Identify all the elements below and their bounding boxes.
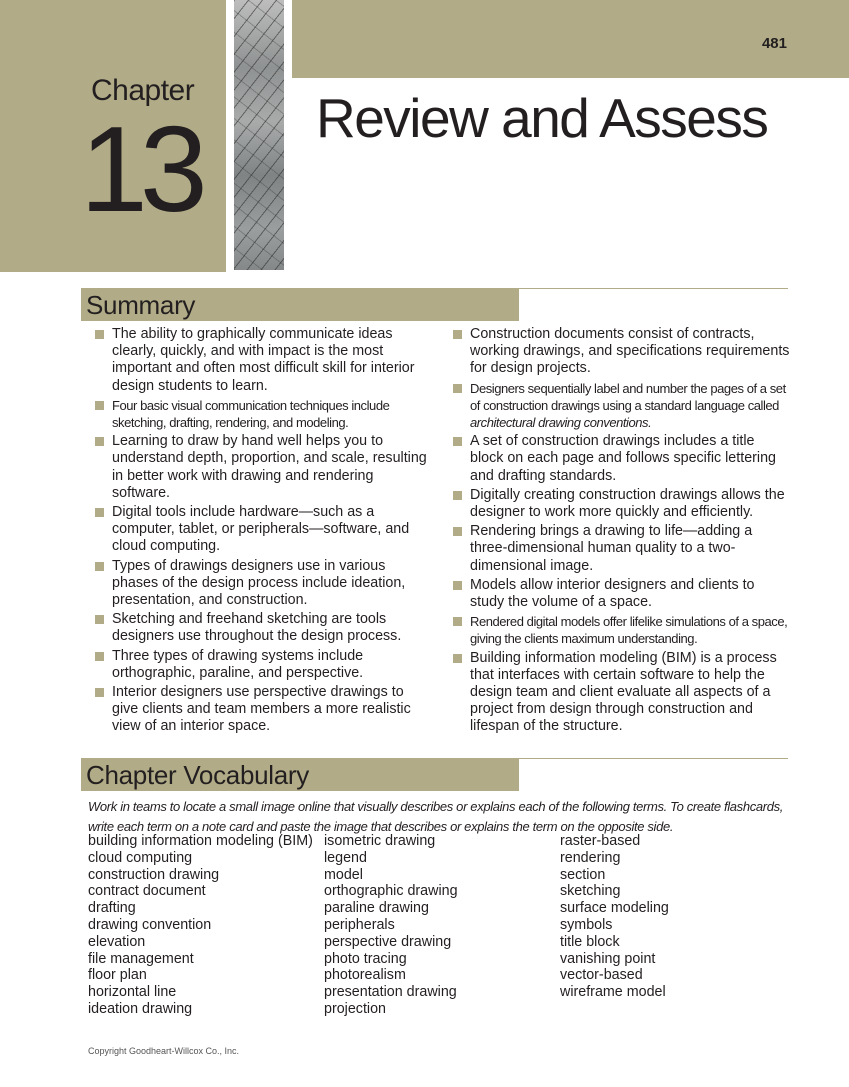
vocabulary-term: peripherals <box>324 916 395 933</box>
summary-heading: Summary <box>86 290 196 320</box>
vocabulary-column-2 <box>324 833 458 1018</box>
vocabulary-column-1 <box>88 833 313 1018</box>
summary-left-list <box>88 326 431 738</box>
chapter-label: Chapter <box>91 74 195 107</box>
vocabulary-term: drafting <box>88 900 136 917</box>
summary-item: Learning to draw by hand well helps you to understand depth, proportion, and scale, resulting in better work with drawing and rendering software. <box>88 433 431 502</box>
vocabulary-rule <box>519 758 788 759</box>
vocabulary-term: rendering <box>560 849 621 866</box>
summary-item-text: Designers sequentially label and number the pages of a set of construction drawings using a standard language called <box>470 380 786 413</box>
vocabulary-term: vector-based <box>560 967 643 984</box>
vocabulary-instructions: Work in teams to locate a small image online that visually describes or explains each of the following terms. To create flashcards, write each term on a note card and paste the image that describes or explains the term on the opposite side. <box>88 799 784 834</box>
summary-item: A set of construction drawings includes a title block on each page and follows specific lettering and drafting standards. <box>446 433 791 485</box>
summary-item: Sketching and freehand sketching are tools designers use throughout the design process. <box>88 611 431 645</box>
vocabulary-term: floor plan <box>88 967 147 984</box>
vocabulary-term: title block <box>560 933 620 950</box>
vocabulary-term: elevation <box>88 933 146 950</box>
vocabulary-term: sketching <box>560 883 621 900</box>
summary-item: Four basic visual communication techniques include sketching, drafting, rendering, and modeling. <box>88 397 431 431</box>
vocabulary-term: projection <box>324 1000 386 1017</box>
vocabulary-term: construction drawing <box>88 866 220 883</box>
vocabulary-term: orthographic drawing <box>324 883 458 900</box>
vocabulary-term: wireframe model <box>560 984 666 1001</box>
summary-item: Digital tools include hardware—such as a computer, tablet, or peripherals—software, and cloud computing. <box>88 504 431 556</box>
summary-item: The ability to graphically communicate ideas clearly, quickly, and with impact is the most important and often most difficult skill for interior design students to learn. <box>88 326 431 395</box>
vocabulary-term: presentation drawing <box>324 984 457 1001</box>
summary-item: Rendering brings a drawing to life—adding a three-dimensional human quality to a two-dimensional image. <box>446 523 791 575</box>
vocabulary-term: model <box>324 866 363 883</box>
summary-item: Rendered digital models offer lifelike simulations of a space, giving the clients maximum understanding. <box>446 613 791 647</box>
chapter-number: 13 <box>80 101 200 237</box>
vocabulary-term: vanishing point <box>560 950 656 967</box>
stone-texture-image <box>234 0 284 270</box>
summary-item: Types of drawings designers use in various phases of the design process include ideation, presentation, and construction. <box>88 558 431 610</box>
page-title: Review and Assess <box>316 87 768 149</box>
summary-item: Construction documents consist of contracts, working drawings, and specifications requirements for design projects. <box>446 326 791 378</box>
page-number: 481 <box>761 35 787 52</box>
vocabulary-term: photorealism <box>324 967 406 984</box>
summary-item: Digitally creating construction drawings allows the designer to work more quickly and efficiently. <box>446 487 791 521</box>
summary-item <box>446 380 791 432</box>
vocabulary-term: building information modeling (BIM) <box>88 833 313 849</box>
vocabulary-term: file management <box>88 950 194 967</box>
summary-item-emphasis: architectural drawing conventions. <box>470 415 652 431</box>
vocabulary-term: cloud computing <box>88 849 193 866</box>
summary-right-list <box>446 326 791 738</box>
vocabulary-term: photo tracing <box>324 950 407 967</box>
vocabulary-heading: Chapter Vocabulary <box>86 760 309 790</box>
vocabulary-term: legend <box>324 849 367 866</box>
vocabulary-term: perspective drawing <box>324 933 452 950</box>
vocabulary-heading-bar <box>81 758 519 791</box>
summary-heading-bar <box>81 288 519 321</box>
vocabulary-column-3 <box>560 833 669 1001</box>
vocabulary-term: symbols <box>560 916 613 933</box>
vocabulary-term: drawing convention <box>88 916 212 933</box>
copyright-notice: Copyright Goodheart-Willcox Co., Inc. <box>88 1046 240 1056</box>
summary-item: Three types of drawing systems include orthographic, paraline, and perspective. <box>88 648 431 682</box>
vocabulary-term: section <box>560 866 606 883</box>
vocabulary-term: contract document <box>88 883 206 900</box>
summary-item: Building information modeling (BIM) is a process that interfaces with certain software to help the design team and client evaluate all aspects of a project from design through construction and lifespan of the structure. <box>446 650 791 736</box>
vocabulary-term: raster-based <box>560 833 641 849</box>
vocabulary-term: horizontal line <box>88 984 177 1001</box>
summary-item: Interior designers use perspective drawings to give clients and team members a more realistic view of an interior space. <box>88 684 431 736</box>
vocabulary-term: surface modeling <box>560 900 669 917</box>
vocabulary-term: isometric drawing <box>324 833 436 849</box>
vocabulary-term: ideation drawing <box>88 1000 193 1017</box>
vocabulary-term: paraline drawing <box>324 900 429 917</box>
summary-item: Models allow interior designers and clients to study the volume of a space. <box>446 577 791 611</box>
summary-rule <box>519 288 788 289</box>
